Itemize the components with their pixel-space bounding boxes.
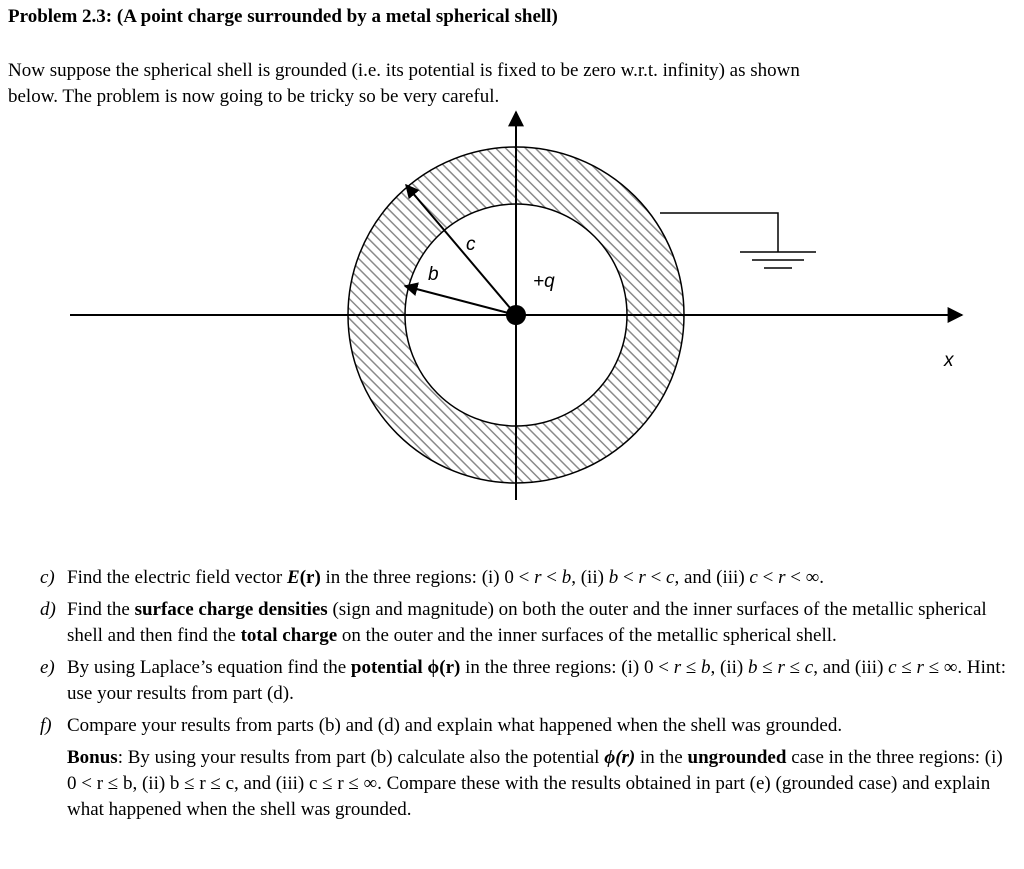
- ground-wire: [660, 213, 778, 252]
- var: c: [749, 567, 758, 588]
- label-charge: +q: [533, 271, 555, 292]
- label-c: c: [466, 234, 476, 255]
- var: r: [638, 567, 646, 588]
- text-span: Find the electric field vector: [67, 567, 287, 588]
- vector-E: E: [287, 567, 300, 588]
- text-span: in the: [635, 747, 688, 768]
- var: r: [916, 657, 924, 678]
- text-span: Find the: [67, 599, 135, 620]
- text-span: , (ii): [571, 567, 609, 588]
- part-f-label: f): [40, 715, 52, 736]
- var: c: [804, 657, 814, 678]
- var: b: [701, 657, 711, 678]
- text-span: case in the three regions: (i) 0 < r ≤ b, (ii) b ≤ r ≤ c, and (iii) c ≤ r ≤ ∞. Compare these with the results obtained in part (e) (grounded case) and explain what happened when the shell was grounded.: [67, 747, 1003, 820]
- text-span: < ∞.: [785, 567, 824, 588]
- var: r: [534, 567, 542, 588]
- bold-span: potential ϕ(r): [350, 657, 461, 678]
- var: c: [666, 567, 675, 588]
- text-span: ≤: [681, 657, 702, 678]
- var: c: [888, 657, 897, 678]
- text-span: ≤: [896, 657, 917, 678]
- label-b: b: [428, 264, 439, 285]
- bold-span: total charge: [240, 625, 338, 646]
- var: r: [778, 567, 786, 588]
- part-d: [40, 597, 1015, 649]
- part-d-label: d): [40, 599, 56, 620]
- text-span: ≤ ∞. Hint: use your results from part (d).: [67, 657, 1006, 704]
- text-span: in the three regions: (i) 0 <: [320, 567, 535, 588]
- text-span: on the outer and the inner surfaces of the metallic spherical shell.: [337, 625, 837, 646]
- text-span: in the three regions: (i) 0 <: [460, 657, 674, 678]
- text-span: ≤: [784, 657, 805, 678]
- intro-line-2: below. The problem is now going to be tricky so be very careful.: [8, 86, 500, 107]
- var: b: [608, 567, 619, 588]
- part-e-text: [67, 655, 1015, 707]
- problem-title: Problem 2.3: (A point charge surrounded by a metal spherical shell): [8, 6, 558, 27]
- text-span: : By using your results from part (b) calculate also the potential: [117, 747, 605, 768]
- bonus-paragraph: [67, 745, 1015, 823]
- ground-symbol-icon: [740, 252, 816, 268]
- part-f: [40, 713, 1015, 739]
- part-c-text: [67, 565, 1015, 591]
- part-e-label: e): [40, 657, 55, 678]
- text-span: , and (iii): [813, 657, 889, 678]
- var: r: [777, 657, 785, 678]
- var: r: [673, 657, 682, 678]
- part-c-label: c): [40, 567, 55, 588]
- question-parts: [40, 565, 1015, 823]
- point-charge: [506, 305, 526, 325]
- part-f-text: Compare your results from parts (b) and (d) and explain what happened when the shell was grounded.: [67, 715, 843, 736]
- text-span: By using Laplace’s equation find the: [67, 657, 351, 678]
- radius-b-arrow: [405, 286, 516, 315]
- part-d-text: [67, 597, 1015, 649]
- var: b: [561, 567, 572, 588]
- text-span: (r): [299, 567, 321, 588]
- text-span: <: [541, 567, 562, 588]
- var: b: [748, 657, 758, 678]
- text-span: ≤: [757, 657, 778, 678]
- part-e: [40, 655, 1015, 707]
- bold-span: ungrounded: [687, 747, 787, 768]
- bold-span: surface charge densities: [134, 599, 328, 620]
- part-c: [40, 565, 1015, 591]
- phi-symbol: ϕ(r): [604, 747, 636, 768]
- text-span: , (ii): [710, 657, 749, 678]
- text-span: <: [618, 567, 639, 588]
- text-span: , and (iii): [674, 567, 750, 588]
- text-span: <: [645, 567, 667, 588]
- bonus-label: Bonus: [67, 747, 118, 768]
- text-span: <: [757, 567, 779, 588]
- label-x: x: [944, 350, 954, 371]
- text-span: (sign and magnitude) on both the outer and the inner surfaces of the metallic spherical shell and then find the: [67, 599, 987, 646]
- intro-line-1: Now suppose the spherical shell is grounded (i.e. its potential is fixed to be zero w.r.t. infinity) as shown: [8, 60, 800, 81]
